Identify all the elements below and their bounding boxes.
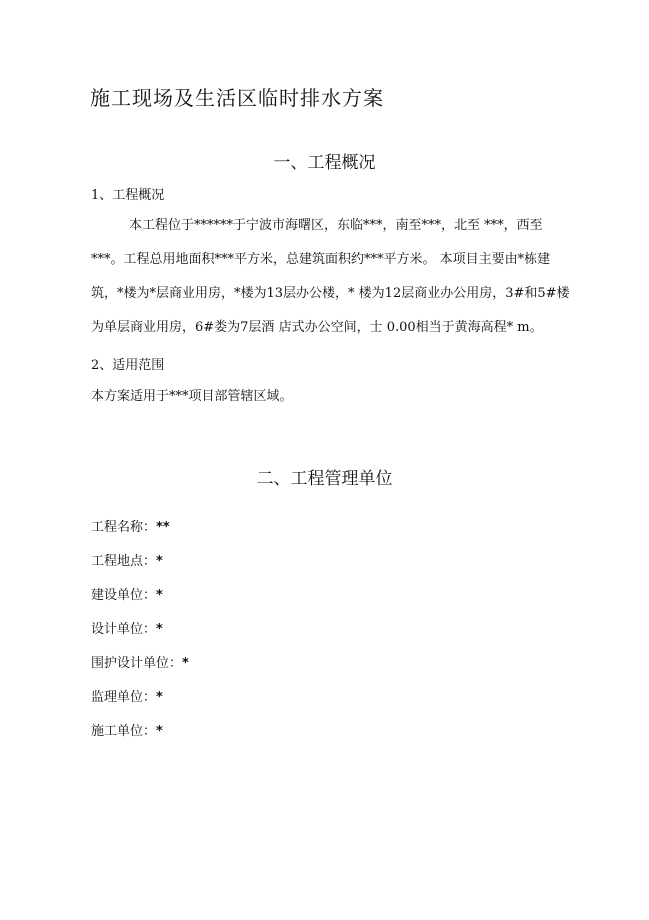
overview-paragraph	[91, 213, 570, 349]
management-units-list	[91, 516, 189, 754]
info-item-project-location	[91, 550, 189, 584]
info-item-enclosure-design-unit	[91, 652, 189, 686]
section2-heading: 二、工程管理单位	[256, 469, 393, 489]
document-title: 施工现场及生活区临时排水方案	[90, 86, 384, 110]
info-value: *	[156, 622, 163, 637]
section1-heading: 一、工程概况	[273, 153, 376, 173]
paragraph-line-4: 为单层商业用房，6#娄为7层酒 店式办公空间，士 0.00相当于黄海高程* m。	[91, 320, 543, 335]
info-label: 设计单位：	[91, 622, 157, 637]
info-value: *	[156, 724, 163, 739]
info-item-construction-owner	[91, 584, 189, 618]
section1-subheading-scope: 2、适用范围	[91, 358, 165, 373]
info-item-supervision-unit	[91, 686, 189, 720]
info-label: 监理单位：	[91, 690, 157, 705]
info-value: *	[182, 656, 189, 671]
paragraph-line-3: 筑，*楼为*层商业用房，*楼为13层办公楼，* 楼为12层商业办公用房，3#和5#楼	[91, 286, 570, 301]
section1-subheading-overview: 1、工程概况	[91, 188, 165, 203]
info-item-construction-unit	[91, 720, 189, 754]
info-label: 工程名称：	[91, 520, 157, 535]
info-value: *	[156, 588, 163, 603]
info-label: 围护设计单位：	[91, 656, 183, 671]
info-value: **	[156, 520, 170, 535]
info-value: *	[156, 690, 163, 705]
info-label: 施工单位：	[91, 724, 157, 739]
info-value: *	[156, 554, 163, 569]
paragraph-line-2: ***。工程总用地面积***平方米，总建筑面积约***平方米。 本项目主要由*栋建	[91, 252, 551, 267]
info-item-design-unit	[91, 618, 189, 652]
info-label: 工程地点：	[91, 554, 157, 569]
info-label: 建设单位：	[91, 588, 157, 603]
paragraph-line-1: 本工程位于******于宁波市海曙区，东临***，南至***，北至 ***，西至	[129, 218, 543, 233]
info-item-project-name	[91, 516, 189, 550]
scope-text: 本方案适用于***项目部管辖区域。	[91, 389, 293, 404]
